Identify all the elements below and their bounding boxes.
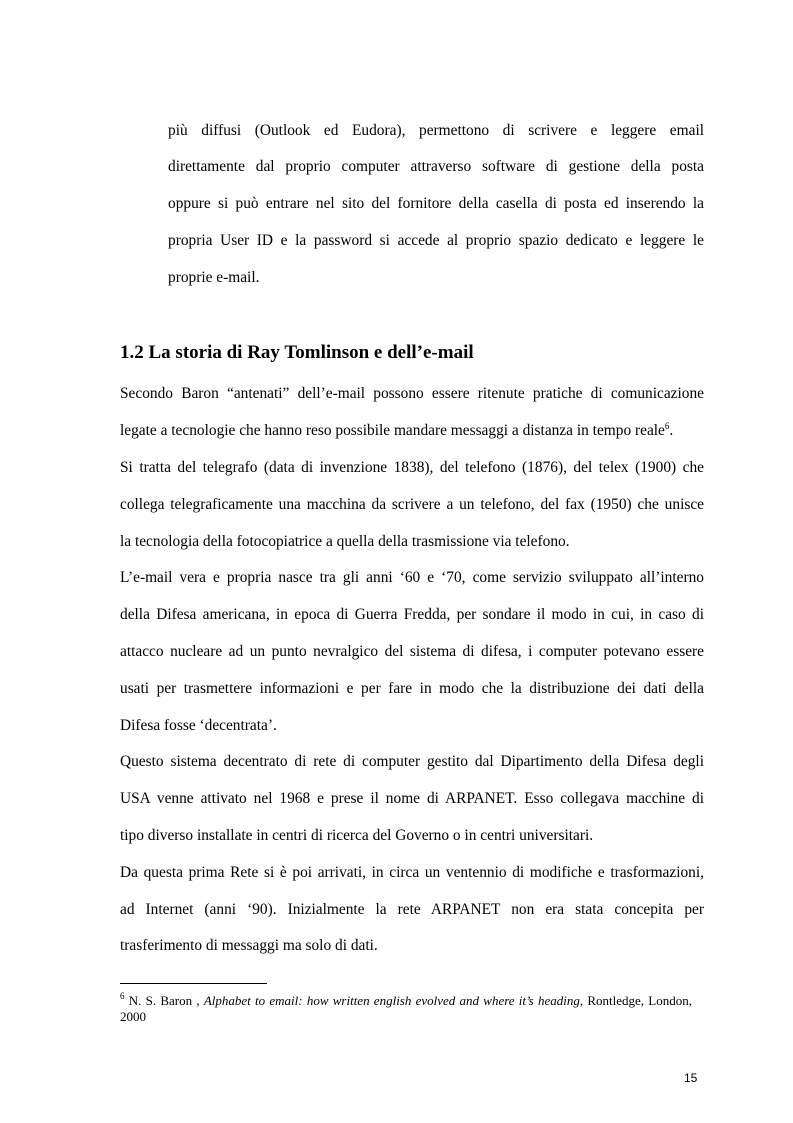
body-line-16: trasferimento di messaggi ma solo di dati. [120,937,378,954]
footnote-publisher: , Rontledge, London, [579,993,692,1008]
page-number: 15 [684,1071,698,1085]
intro-line-2: direttamente dal proprio computer attraverso software di gestione della posta [168,158,704,175]
body-line-5: la tecnologia della fotocopiatrice a quella della trasmissione via telefono. [120,533,570,550]
footnote-separator [120,983,267,984]
intro-line-4: propria User ID e la password si accede al proprio spazio dedicato e leggere le [168,232,704,249]
body-line-13: tipo diverso installate in centri di ricerca del Governo o in centri universitari. [120,827,594,844]
body-line-10: Difesa fosse ‘decentrata’. [120,717,277,734]
section-heading: 1.2 La storia di Ray Tomlinson e dell’e-mail [120,342,474,363]
body-line-2-text: legate a tecnologie che hanno reso possibile mandare messaggi a distanza in tempo reale [120,422,665,439]
footnote [120,993,692,1009]
body-line-14: Da questa prima Rete si è poi arrivati, in circa un ventennio di modifiche e trasformazioni, [120,864,704,881]
body-line-11: Questo sistema decentrato di rete di computer gestito dal Dipartimento della Difesa degli [120,753,704,770]
intro-line-1: più diffusi (Outlook ed Eudora), permettono di scrivere e leggere email [168,122,704,139]
body-line-7: della Difesa americana, in epoca di Guerra Fredda, per sondare il modo in cui, in caso di [120,606,704,623]
body-line-8: attacco nucleare ad un punto nevralgico del sistema di difesa, i computer potevano essere [120,643,704,660]
body-line-6: L’e-mail vera e propria nasce tra gli anni ‘60 e ‘70, come servizio sviluppato all’interno [120,569,704,586]
footnote-number: 6 [120,991,125,1001]
body-line-12: USA venne attivato nel 1968 e prese il nome di ARPANET. Esso collegava macchine di [120,790,704,807]
body-line-2-period: . [669,422,674,439]
body-line-2 [120,422,673,440]
footnote-ref: 6 [664,421,670,431]
body-line-15: ad Internet (anni ‘90). Inizialmente la rete ARPANET non era stata concepita per [120,901,704,918]
body-line-1: Secondo Baron “antenati” dell’e-mail possono essere ritenute pratiche di comunicazione [120,385,704,402]
footnote-title: Alphabet to email: how written english evolved and where it’s heading [203,993,580,1008]
body-line-4: collega telegraficamente una macchina da scrivere a un telefono, del fax (1950) che unisce [120,496,704,513]
footnote-year: 2000 [120,1009,146,1024]
footnote-author: N. S. Baron , [124,993,204,1008]
body-line-9: usati per trasmettere informazioni e per fare in modo che la distribuzione dei dati della [120,680,704,697]
intro-line-3: oppure si può entrare nel sito del fornitore della casella di posta ed inserendo la [168,195,704,212]
body-line-3: Si tratta del telegrafo (data di invenzione 1838), del telefono (1876), del telex (1900) che [120,459,704,476]
intro-line-5: proprie e-mail. [168,269,260,286]
